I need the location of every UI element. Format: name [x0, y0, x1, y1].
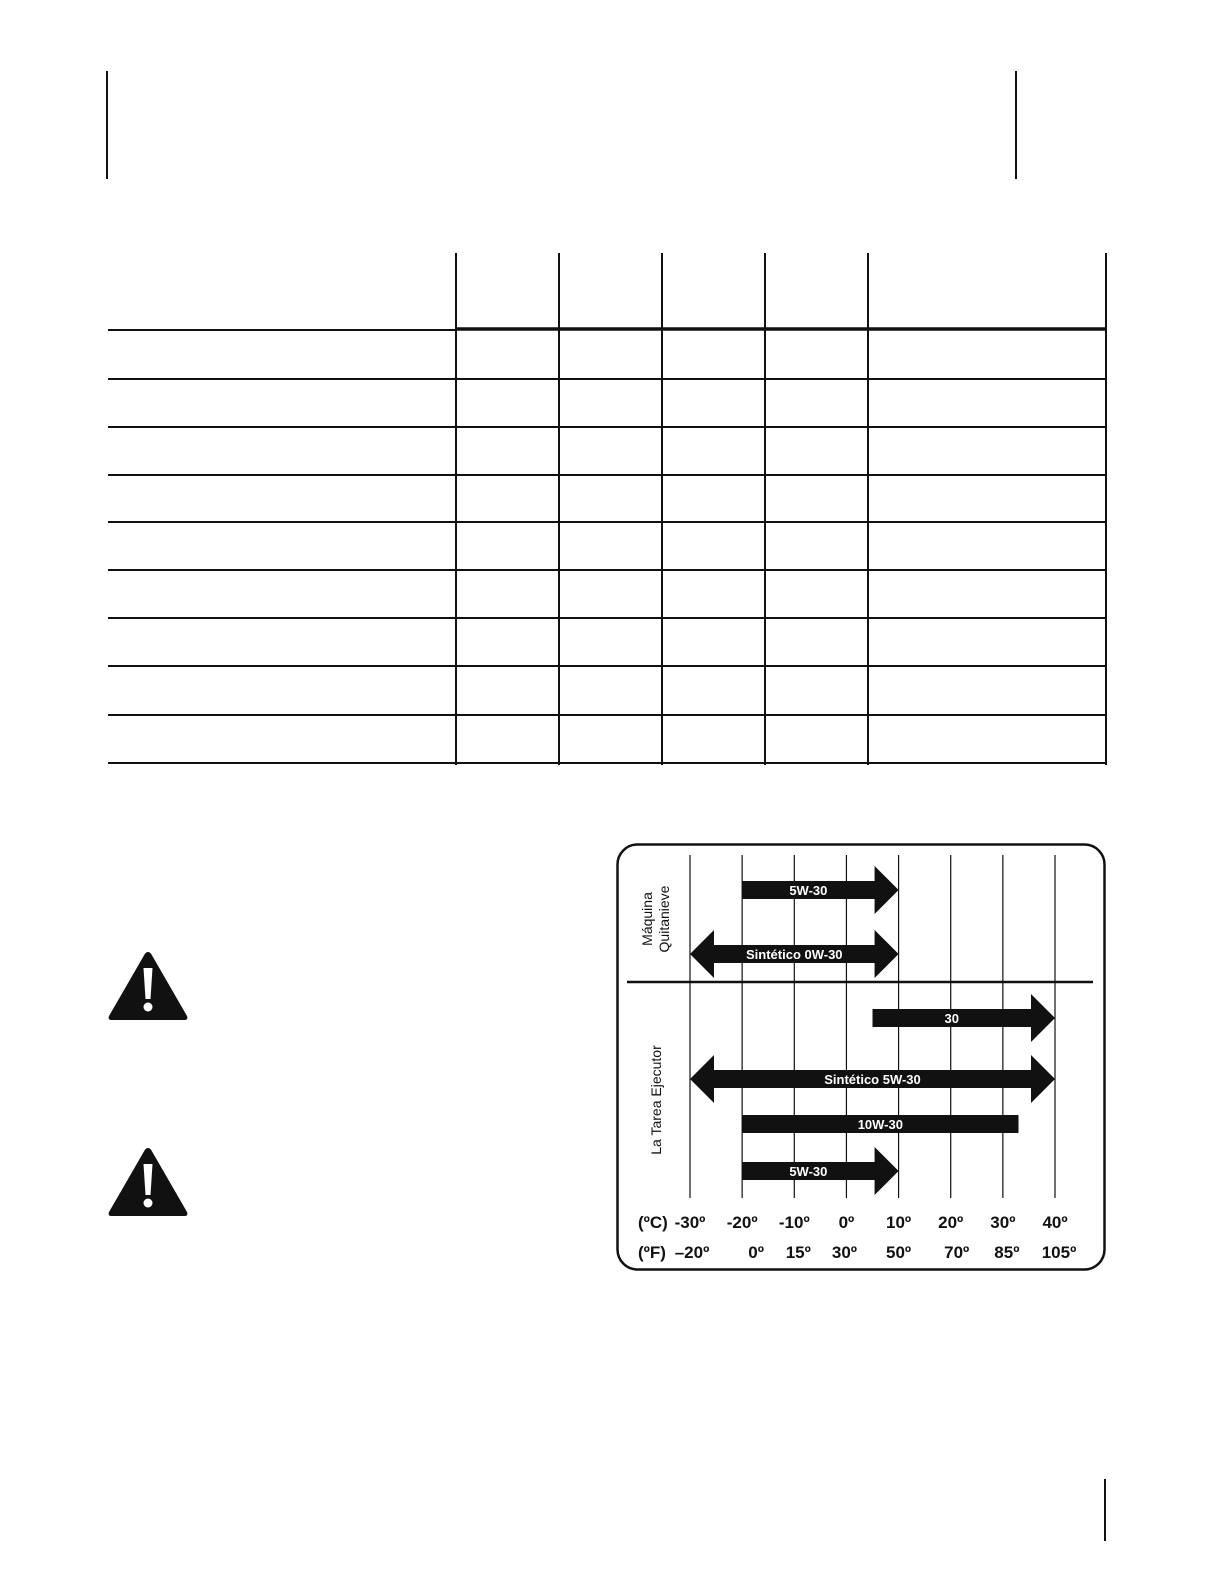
celsius-tick-label: 40º: [1042, 1213, 1068, 1232]
celsius-tick-label: 10º: [886, 1213, 912, 1232]
oil-viscosity-chart: [616, 843, 1106, 1271]
viscosity-bar-label: 5W-30: [789, 1164, 828, 1179]
fahrenheit-tick-label: 70º: [944, 1243, 970, 1262]
fahrenheit-unit-label: (ºF): [638, 1243, 666, 1262]
viscosity-bar-label: 10W-30: [857, 1117, 903, 1132]
viscosity-bar-label: Sintético 5W-30: [824, 1072, 921, 1087]
viscosity-bar-label: 30: [944, 1011, 959, 1026]
fahrenheit-tick-label: 85º: [994, 1243, 1020, 1262]
celsius-tick-label: -20º: [726, 1213, 758, 1232]
header-rule-left: [106, 71, 108, 179]
celsius-tick-label: 20º: [938, 1213, 964, 1232]
fahrenheit-tick-label: 50º: [886, 1243, 912, 1262]
warning-triangle-icon: [106, 949, 190, 1023]
fahrenheit-tick-label: –20º: [674, 1243, 710, 1262]
header-rule-right: [1015, 71, 1017, 179]
celsius-tick-label: -10º: [778, 1213, 810, 1232]
fahrenheit-tick-label: 0º: [748, 1243, 764, 1262]
section-label-line-2: Quitanieve: [656, 885, 672, 953]
section-label-task-performer: [648, 1045, 664, 1155]
celsius-tick-label: -30º: [674, 1213, 706, 1232]
warning-triangle-icon: [106, 1145, 190, 1219]
section-label-line-1: Máquina: [639, 892, 655, 946]
specifications-table: [108, 253, 1108, 765]
footer-rule: [1104, 1479, 1106, 1541]
fahrenheit-tick-label: 105º: [1041, 1243, 1077, 1262]
section-label-line-1: La Tarea Ejecutor: [648, 1045, 664, 1155]
celsius-tick-label: 0º: [838, 1213, 855, 1232]
viscosity-bar-label: Sintético 0W-30: [746, 947, 843, 962]
fahrenheit-tick-label: 15º: [785, 1243, 811, 1262]
section-label-snowthrower: [639, 885, 672, 952]
celsius-tick-label: 30º: [990, 1213, 1016, 1232]
viscosity-range-bar: [873, 994, 1056, 1042]
fahrenheit-tick-label: 30º: [831, 1243, 857, 1262]
celsius-unit-label: (ºC): [638, 1213, 668, 1232]
viscosity-bar-label: 5W-30: [789, 883, 828, 898]
